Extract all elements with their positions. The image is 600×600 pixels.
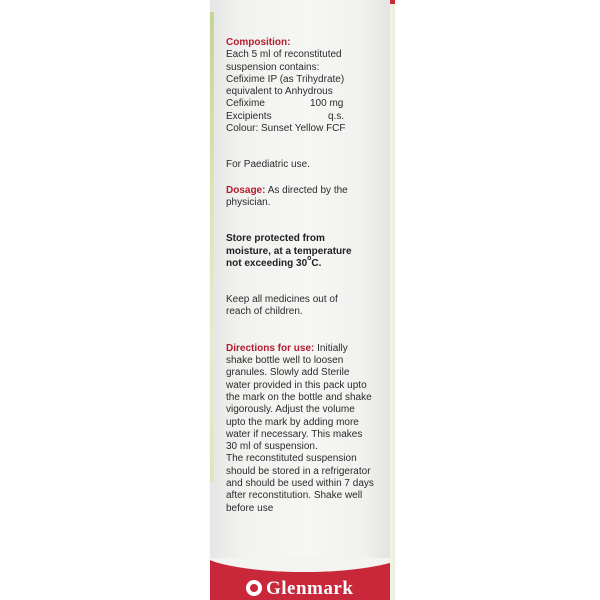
directions-line: vigorously. Adjust the volume — [226, 404, 355, 416]
directions-line: shake bottle well to loosen — [226, 355, 344, 367]
ingredient-name: Cefixime — [226, 98, 265, 110]
directions-line: before use — [226, 502, 274, 514]
keep-away-line-2: reach of children. — [226, 306, 303, 318]
directions-line: and should be used within 7 days — [226, 478, 374, 490]
ingredient-value: 100 mg — [310, 98, 344, 110]
directions-line: The reconstituted suspension — [226, 453, 357, 465]
composition-line: Cefixime IP (as Trihydrate) — [226, 73, 345, 85]
storage-line-2: moisture, at a temperature — [226, 245, 352, 257]
directions-line: after reconstitution. Shake well — [226, 490, 363, 502]
storage-line-3 — [226, 254, 386, 270]
directions-text: Initially — [317, 342, 348, 354]
degree-sign: o — [307, 254, 312, 262]
directions-line: upto the mark by adding more — [226, 416, 359, 428]
carton-edge-stripe — [210, 12, 214, 482]
dosage-text: As directed by the — [267, 184, 348, 196]
storage-temp-suffix: C. — [311, 257, 322, 269]
brand-name: Glenmark — [266, 578, 354, 599]
directions-line: the mark on the bottle and shake — [226, 391, 372, 403]
colour-line: Colour: Sunset Yellow FCF — [226, 123, 346, 135]
paediatric-line: For Paediatric use. — [226, 159, 310, 171]
directions-heading: Directions for use: — [226, 342, 315, 354]
storage-line-1: Store protected from — [226, 233, 325, 245]
composition-line: equivalent to Anhydrous — [226, 86, 333, 98]
label-text-block — [226, 37, 386, 515]
composition-line: Each 5 ml of reconstituted — [226, 49, 342, 61]
composition-line: suspension contains: — [226, 61, 320, 73]
composition-heading: Composition: — [226, 37, 291, 48]
dosage-line-2: physician. — [226, 196, 271, 208]
dosage-line-1 — [226, 185, 386, 197]
keep-away-line-1: Keep all medicines out of — [226, 294, 338, 306]
dosage-heading: Dosage: — [226, 184, 266, 196]
ingredient-name: Excipients — [226, 110, 272, 122]
carton-adjacent-panel — [390, 0, 395, 600]
storage-temp-prefix: not exceeding 30 — [226, 257, 308, 269]
composition-row-cefixime — [226, 98, 386, 110]
directions-line: should be stored in a refrigerator — [226, 465, 371, 477]
glenmark-logo-icon — [246, 580, 262, 596]
ingredient-value: q.s. — [328, 110, 345, 122]
directions-line: water if necessary. This makes — [226, 428, 363, 440]
directions-line: 30 ml of suspension. — [226, 441, 318, 453]
directions-line-first — [226, 343, 386, 355]
directions-line: granules. Slowly add Sterile — [226, 367, 350, 379]
directions-line: water provided in this pack upto — [226, 379, 367, 391]
composition-row-excipients — [226, 111, 386, 123]
